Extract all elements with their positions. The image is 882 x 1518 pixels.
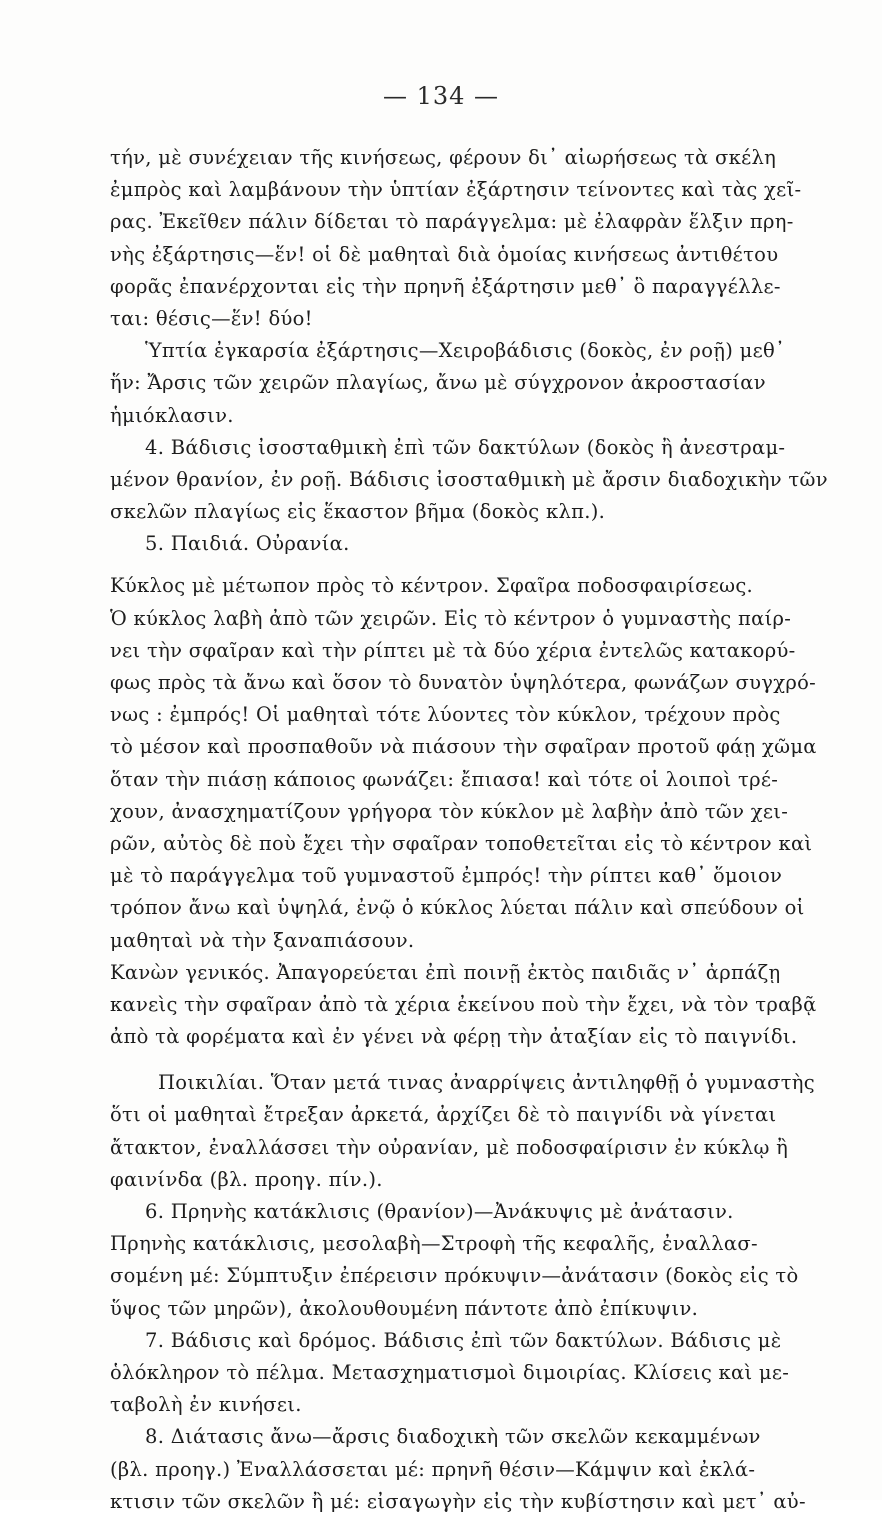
text-line: ὅταν τὴν πιάσῃ κάποιος φωνάζει: ἔπιασα! καὶ τότε οἱ λοιποὶ τρέ-	[110, 767, 779, 791]
text-line: νως : ἐμπρός! Οἱ μαθηταὶ τότε λύοντες τὸν κύκλον, τρέχουν πρὸς	[110, 703, 781, 727]
text-line: (βλ. προηγ.) Ἐναλλάσσεται μέ: πρηνῆ θέσιν—Κάμψιν καὶ ἐκλά-	[110, 1457, 756, 1481]
section-heading: 7. Βάδισις καὶ δρόμος. Βάδισις ἐπὶ τῶν δακτύλων. Βάδισις μὲ	[145, 1328, 782, 1352]
text-line: ἥν: Ἄρσις τῶν χειρῶν πλαγίως, ἄνω μὲ σύγχρονον ἀκροστασίαν	[110, 371, 766, 395]
text-line: Πρηνὴς κατάκλισις, μεσολαβὴ—Στροφὴ τῆς κεφαλῆς, ἐναλλασ-	[110, 1232, 758, 1256]
text-line: ἐμπρὸς καὶ λαμβάνουν τὴν ὑπτίαν ἐξάρτησιν τείνοντες καὶ τὰς χεῖ-	[110, 178, 802, 202]
text-line: Κανὼν γενικός. Ἀπαγορεύεται ἐπὶ ποινῇ ἐκτὸς παιδιᾶς ν᾽ ἁρπάζῃ	[110, 960, 781, 984]
text-line: ται: θέσις—ἕν! δύο!	[110, 306, 313, 330]
text-line: ὁλόκληρον τὸ πέλμα. Μετασχηματισμοὶ διμοιρίας. Κλίσεις καὶ με-	[110, 1360, 790, 1384]
text-line: σομένη μέ: Σύμπτυξιν ἐπέρεισιν πρόκυψιν—ἀνάτασιν (δοκὸς εἰς τὸ	[110, 1264, 799, 1288]
text-line: χουν, ἀνασχηματίζουν γρήγορα τὸν κύκλον μὲ λαβὴν ἀπὸ τῶν χει-	[110, 799, 789, 823]
text-line: ταβολὴ ἐν κινήσει.	[110, 1393, 302, 1417]
text-line: Ὑπτία ἐγκαρσία ἐξάρτησις—Χειροβάδισις (δοκὸς, ἐν ροῇ) μεθ᾽	[145, 339, 786, 363]
text-line: σκελῶν πλαγίως εἰς ἕκαστον βῆμα (δοκὸς κλπ.).	[110, 500, 606, 524]
text-line: φαινίνδα (βλ. προηγ. πίν.).	[110, 1167, 383, 1191]
section-heading: 8. Διάτασις ἄνω—ἄρσις διαδοχικὴ τῶν σκελῶν κεκαμμένων	[145, 1425, 761, 1449]
text-line: μένον θρανίον, ἐν ροῇ. Βάδισις ἰσοσταθμικὴ μὲ ἄρσιν διαδοχικὴν τῶν	[110, 467, 828, 491]
text-line: φως πρὸς τὰ ἄνω καὶ ὅσον τὸ δυνατὸν ὑψηλότερα, φωνάζων συγχρό-	[110, 671, 817, 694]
text-line: τρόπον ἄνω καὶ ὑψηλά, ἐνῷ ὁ κύκλος λύεται πάλιν καὶ σπεύδουν οἱ	[110, 896, 805, 920]
text-line: ρῶν, αὐτὸς δὲ ποὺ ἔχει τὴν σφαῖραν τοποθετεῖται εἰς τὸ κέντρον καὶ	[110, 831, 813, 855]
text-line: ρας. Ἐκεῖθεν πάλιν δίδεται τὸ παράγγελμα: μὲ ἐλαφρὰν ἕλξιν πρη-	[110, 210, 794, 234]
text-line: κτισιν τῶν σκελῶν ἢ μέ: εἰσαγωγὴν εἰς τὴν κυβίστησιν καὶ μετ᾽ αὐ-	[110, 1489, 806, 1513]
text-line: μαθηταὶ νὰ τὴν ξαναπιάσουν.	[110, 928, 415, 952]
text-line: Κύκλος μὲ μέτωπον πρὸς τὸ κέντρον. Σφαῖρα ποδοσφαιρίσεως.	[110, 574, 754, 598]
text-line: τὸ μέσον καὶ προσπαθοῦν νὰ πιάσουν τὴν σφαῖραν προτοῦ φάῃ χῶμα	[110, 735, 817, 759]
page-number: — 134 —	[382, 82, 500, 110]
text-line: Ποικιλίαι. Ὅταν μετά τινας ἀναρρίψεις ἀντιληφθῇ ὁ γυμναστὴς	[158, 1071, 815, 1095]
text-line: Ὁ κύκλος λαβὴ ἀπὸ τῶν χειρῶν. Εἰς τὸ κέντρον ὁ γυμναστὴς παίρ-	[110, 606, 792, 630]
text-line: 4. Βάδισις ἰσοσταθμικὴ ἐπὶ τῶν δακτύλων (δοκὸς ἢ ἀνεστραμ-	[145, 435, 786, 459]
section-heading: 5. Παιδιά. Οὐρανία.	[145, 532, 350, 556]
body-text	[110, 142, 852, 1518]
text-line: ὅτι οἱ μαθηταὶ ἔτρεξαν ἀρκετά, ἀρχίζει δὲ τὸ παιγνίδι νὰ γίνεται	[110, 1103, 777, 1127]
text-line: ὕψος τῶν μηρῶν), ἀκολουθουμένη πάντοτε ἀπὸ ἐπίκυψιν.	[110, 1296, 699, 1320]
text-line: μὲ τὸ παράγγελμα τοῦ γυμναστοῦ ἐμπρός! τὴν ρίπτει καθ᾽ ὅμοιον	[110, 864, 783, 888]
text-line: ἡμιόκλασιν.	[110, 403, 234, 427]
text-line: τήν, μὲ συνέχειαν τῆς κινήσεως, φέρουν δι᾽ αἰωρήσεως τὰ σκέλη	[110, 146, 777, 169]
section-heading: 6. Πρηνὴς κατάκλισις (θρανίον)—Ἀνάκυψις μὲ ἀνάτασιν.	[145, 1200, 734, 1223]
text-line: κανεὶς τὴν σφαῖραν ἀπὸ τὰ χέρια ἐκείνου ποὺ τὴν ἔχει, νὰ τὸν τραβᾷ	[110, 992, 817, 1016]
text-line: ἀπὸ τὰ φορέματα καὶ ἐν γένει νὰ φέρῃ τὴν ἀταξίαν εἰς τὸ παιγνίδι.	[110, 1025, 798, 1049]
text-line: ἄτακτον, ἐναλλάσσει τὴν οὐρανίαν, μὲ ποδοσφαίρισιν ἐν κύκλῳ ἢ	[110, 1135, 789, 1159]
text-line: νὴς ἐξάρτησις—ἕν! οἱ δὲ μαθηταὶ διὰ ὁμοίας κινήσεως ἀντιθέτου	[110, 242, 779, 266]
text-line: φορᾶς ἐπανέρχονται εἰς τὴν πρηνῆ ἐξάρτησιν μεθ᾽ ὃ παραγγέλλε-	[110, 274, 781, 298]
text-line: νει τὴν σφαῖραν καὶ τὴν ρίπτει μὲ τὰ δύο χέρια ἐντελῶς κατακορύ-	[110, 638, 796, 662]
